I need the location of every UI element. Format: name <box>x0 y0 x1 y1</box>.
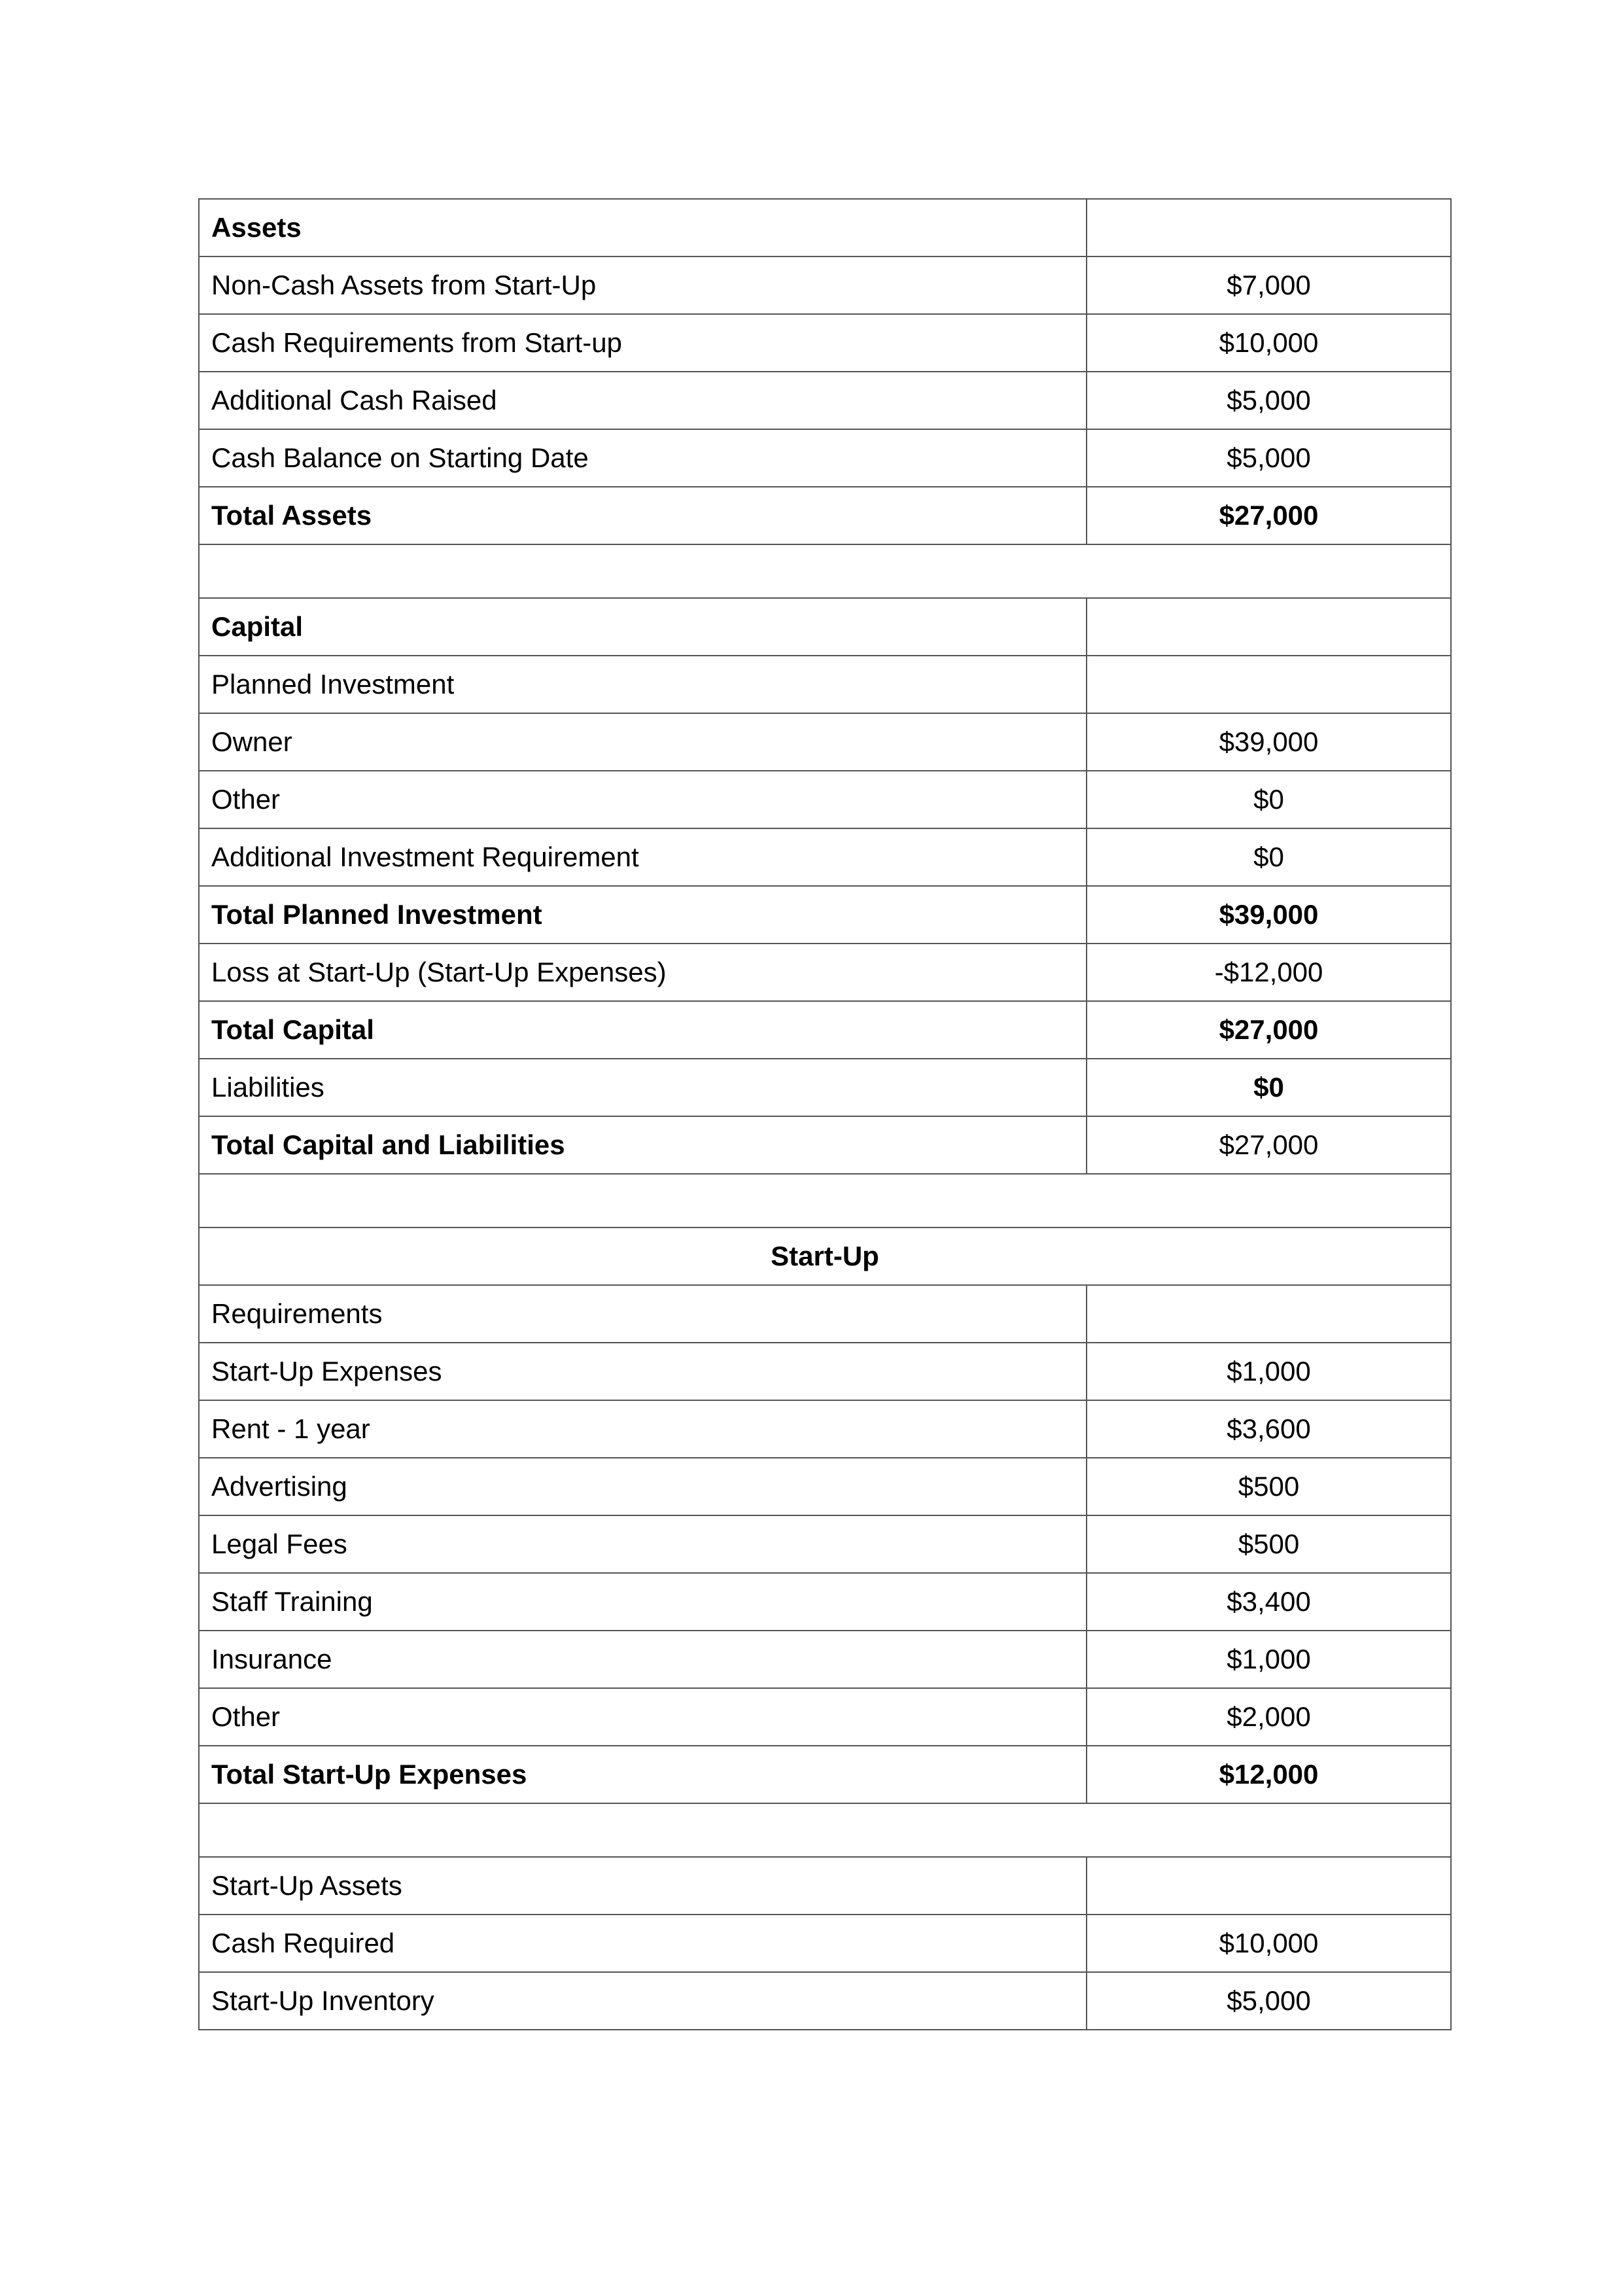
row-value-cash-balance-on-starting-date: $5,000 <box>1087 429 1451 487</box>
row-label-other: Other <box>199 771 1087 828</box>
row-label-planned-investment: Planned Investment <box>199 656 1087 713</box>
row-value-loss-at-start-up-start-up-expenses: -$12,000 <box>1087 944 1451 1001</box>
financial-table <box>198 198 1452 2030</box>
row-label-total-capital: Total Capital <box>199 1001 1087 1059</box>
row-label-total-planned-investment: Total Planned Investment <box>199 886 1087 944</box>
row-value-additional-investment-requirement: $0 <box>1087 828 1451 886</box>
row-value-total-start-up-expenses: $12,000 <box>1087 1746 1451 1803</box>
row-value-total-capital: $27,000 <box>1087 1001 1451 1059</box>
row-label-total-capital-and-liabilities: Total Capital and Liabilities <box>199 1116 1087 1174</box>
table-row <box>199 1116 1451 1174</box>
table-row <box>199 1857 1451 1915</box>
row-label-legal-fees: Legal Fees <box>199 1515 1087 1573</box>
row-label-total-start-up-expenses: Total Start-Up Expenses <box>199 1746 1087 1803</box>
row-value-start-up-expenses: $1,000 <box>1087 1343 1451 1400</box>
row-value-staff-training: $3,400 <box>1087 1573 1451 1631</box>
table-row <box>199 713 1451 771</box>
row-value-total-capital-and-liabilities: $27,000 <box>1087 1116 1451 1174</box>
table-row <box>199 1001 1451 1059</box>
row-value-additional-cash-raised: $5,000 <box>1087 372 1451 429</box>
spacer-row <box>199 1174 1451 1227</box>
row-label-start-up-inventory: Start-Up Inventory <box>199 1972 1087 2030</box>
table-row <box>199 1059 1451 1116</box>
row-value-legal-fees: $500 <box>1087 1515 1451 1573</box>
row-value-non-cash-assets-from-start-up: $7,000 <box>1087 256 1451 314</box>
table-row <box>199 372 1451 429</box>
table-row <box>199 429 1451 487</box>
row-label-additional-cash-raised: Additional Cash Raised <box>199 372 1087 429</box>
spacer-cell <box>199 1174 1451 1227</box>
table-row <box>199 1343 1451 1400</box>
row-value-capital <box>1087 598 1451 656</box>
row-value-advertising: $500 <box>1087 1458 1451 1515</box>
row-label-assets: Assets <box>199 199 1087 256</box>
financial-table-body <box>199 199 1451 2030</box>
spacer-cell <box>199 544 1451 598</box>
section-header-row <box>199 1227 1451 1285</box>
row-label-advertising: Advertising <box>199 1458 1087 1515</box>
table-row <box>199 771 1451 828</box>
row-label-start-up-expenses: Start-Up Expenses <box>199 1343 1087 1400</box>
table-row <box>199 199 1451 256</box>
row-label-owner: Owner <box>199 713 1087 771</box>
section-header-start-up: Start-Up <box>199 1227 1451 1285</box>
table-row <box>199 886 1451 944</box>
row-value-liabilities: $0 <box>1087 1059 1451 1116</box>
table-row <box>199 1915 1451 1972</box>
row-label-cash-required: Cash Required <box>199 1915 1087 1972</box>
row-value-assets <box>1087 199 1451 256</box>
row-value-cash-requirements-from-start-up: $10,000 <box>1087 314 1451 372</box>
table-row <box>199 944 1451 1001</box>
table-row <box>199 1573 1451 1631</box>
table-row <box>199 1458 1451 1515</box>
table-row <box>199 256 1451 314</box>
row-label-non-cash-assets-from-start-up: Non-Cash Assets from Start-Up <box>199 256 1087 314</box>
row-value-other: $2,000 <box>1087 1688 1451 1746</box>
table-row <box>199 1515 1451 1573</box>
row-label-rent-1-year: Rent - 1 year <box>199 1400 1087 1458</box>
row-value-other: $0 <box>1087 771 1451 828</box>
spacer-row <box>199 544 1451 598</box>
row-value-total-assets: $27,000 <box>1087 487 1451 544</box>
row-label-total-assets: Total Assets <box>199 487 1087 544</box>
row-label-liabilities: Liabilities <box>199 1059 1087 1116</box>
row-label-cash-balance-on-starting-date: Cash Balance on Starting Date <box>199 429 1087 487</box>
table-row <box>199 1631 1451 1688</box>
table-row <box>199 1285 1451 1343</box>
row-value-rent-1-year: $3,600 <box>1087 1400 1451 1458</box>
table-row <box>199 1746 1451 1803</box>
row-value-start-up-inventory: $5,000 <box>1087 1972 1451 2030</box>
row-label-cash-requirements-from-start-up: Cash Requirements from Start-up <box>199 314 1087 372</box>
row-label-other: Other <box>199 1688 1087 1746</box>
table-row <box>199 656 1451 713</box>
row-value-start-up-assets <box>1087 1857 1451 1915</box>
table-row <box>199 598 1451 656</box>
row-value-requirements <box>1087 1285 1451 1343</box>
row-label-loss-at-start-up-start-up-expenses: Loss at Start-Up (Start-Up Expenses) <box>199 944 1087 1001</box>
table-row <box>199 1688 1451 1746</box>
table-row <box>199 487 1451 544</box>
row-label-start-up-assets: Start-Up Assets <box>199 1857 1087 1915</box>
row-label-insurance: Insurance <box>199 1631 1087 1688</box>
table-row <box>199 314 1451 372</box>
row-value-insurance: $1,000 <box>1087 1631 1451 1688</box>
spacer-row <box>199 1803 1451 1857</box>
table-row <box>199 828 1451 886</box>
row-value-planned-investment <box>1087 656 1451 713</box>
row-value-owner: $39,000 <box>1087 713 1451 771</box>
row-label-requirements: Requirements <box>199 1285 1087 1343</box>
row-value-cash-required: $10,000 <box>1087 1915 1451 1972</box>
row-label-staff-training: Staff Training <box>199 1573 1087 1631</box>
table-row <box>199 1400 1451 1458</box>
table-row <box>199 1972 1451 2030</box>
row-label-capital: Capital <box>199 598 1087 656</box>
row-label-additional-investment-requirement: Additional Investment Requirement <box>199 828 1087 886</box>
row-value-total-planned-investment: $39,000 <box>1087 886 1451 944</box>
spacer-cell <box>199 1803 1451 1857</box>
